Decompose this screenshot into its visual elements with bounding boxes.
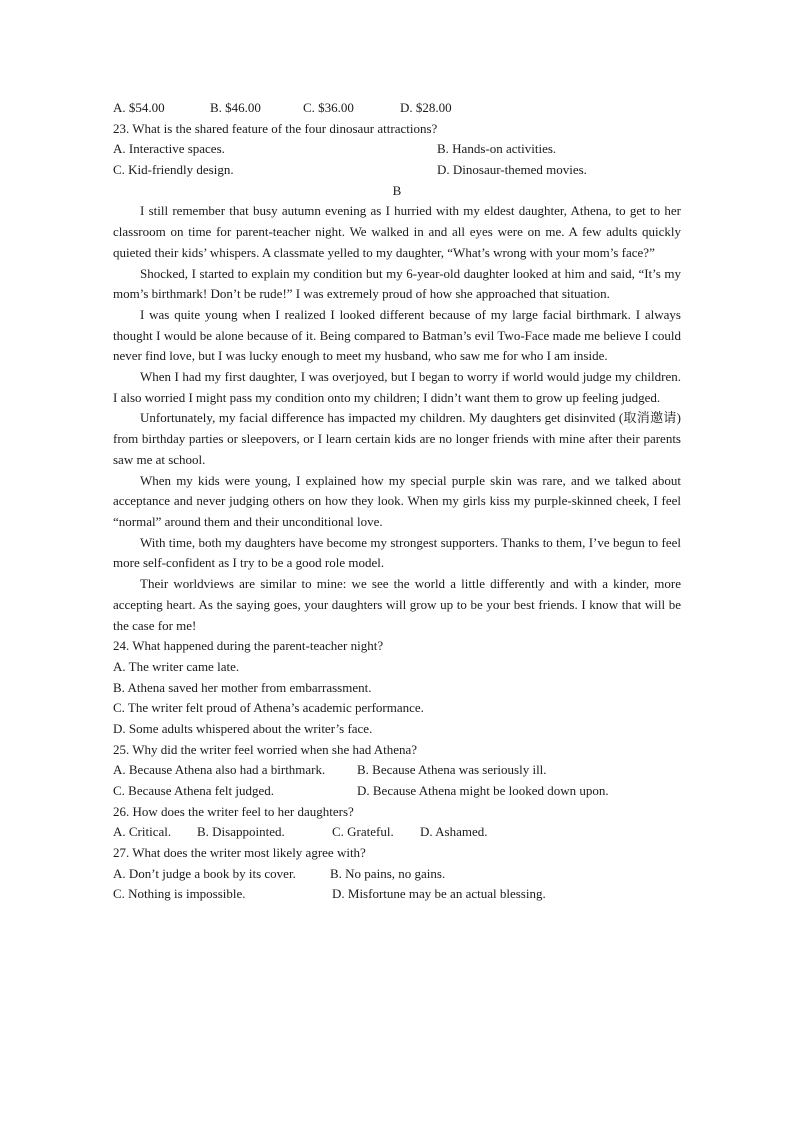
- q23-option-c: C. Kid-friendly design.: [113, 162, 234, 178]
- q23-options-row-1: [113, 139, 681, 160]
- q23-stem: 23. What is the shared feature of the four dinosaur attractions?: [113, 120, 438, 136]
- q27-option-a: A. Don’t judge a book by its cover.: [113, 865, 296, 881]
- q25-options-row-2: [113, 781, 681, 802]
- q24-option-b: B. Athena saved her mother from embarrassment.: [113, 679, 372, 695]
- q27-option-b: B. No pains, no gains.: [330, 865, 446, 881]
- section-label: B: [392, 182, 402, 198]
- q23-option-a: A. Interactive spaces.: [113, 141, 225, 157]
- passage-paragraph: With time, both my daughters have become my strongest supporters. Thanks to them, I’ve begun to feel more self-confident as I try to be a good role model.: [113, 534, 681, 571]
- q22-option-b: B. $46.00: [210, 100, 261, 115]
- exam-page: [113, 98, 681, 905]
- passage-paragraph: Unfortunately, my facial difference has impacted my children. My daughters get disinvited (取消邀请) from birthday parties or sleepovers, or I learn certain kids are no longer friends with mine after their parents saw me at school.: [113, 410, 681, 467]
- q26-option-b: B. Disappointed.: [197, 824, 285, 840]
- q26-option-c: C. Grateful.: [332, 824, 394, 840]
- q23-option-b: B. Hands-on activities.: [437, 141, 557, 157]
- q22-option-d: D. $28.00: [400, 100, 452, 115]
- passage-paragraph: I still remember that busy autumn evening as I hurried with my eldest daughter, Athena, to get to her classroom on time for parent-teacher night. We walked in and all eyes were on me. A few adults quickly quieted their kids’ whispers. A classmate yelled to my daughter, “What’s wrong with your mom’s face?”: [113, 203, 681, 260]
- q24-stem: 24. What happened during the parent-teacher night?: [113, 638, 384, 654]
- passage-paragraph: Shocked, I started to explain my condition but my 6-year-old daughter looked at him and said, “It’s my mom’s birthmark! Don’t be rude!” I was extremely proud of how she approached that situation.: [113, 265, 681, 302]
- q25-option-a: A. Because Athena also had a birthmark.: [113, 762, 326, 778]
- q25-option-b: B. Because Athena was seriously ill.: [357, 762, 547, 778]
- passage-paragraph: When I had my first daughter, I was overjoyed, but I began to worry if world would judge my children. I also worried I might pass my condition onto my children; I didn’t want them to grow up feeling judged.: [113, 369, 681, 405]
- q27-options-row-2: [113, 884, 681, 905]
- q27-stem: 27. What does the writer most likely agree with?: [113, 845, 366, 861]
- q23-option-d: D. Dinosaur-themed movies.: [437, 162, 587, 178]
- q24-option-d: D. Some adults whispered about the writer’s face.: [113, 720, 373, 736]
- q27-options-row-1: [113, 864, 681, 885]
- q26-options-row: [113, 822, 681, 843]
- q26-option-d: D. Ashamed.: [420, 824, 488, 840]
- q22-options-row: [113, 98, 681, 119]
- q25-option-d: D. Because Athena might be looked down upon.: [357, 783, 609, 799]
- passage-paragraph: I was quite young when I realized I looked different because of my large facial birthmark. I always thought I would be alone because of it. Being compared to Batman’s evil Two-Face made me believe I could never find love, but I was lucky enough to meet my husband, who saw me for who I am inside.: [113, 306, 681, 364]
- q22-option-a: A. $54.00: [113, 100, 165, 115]
- q27-option-d: D. Misfortune may be an actual blessing.: [332, 886, 546, 902]
- q23-options-row-2: [113, 160, 681, 181]
- q25-options-row-1: [113, 760, 681, 781]
- q27-option-c: C. Nothing is impossible.: [113, 886, 246, 902]
- q24-option-a: A. The writer came late.: [113, 658, 240, 674]
- q25-stem: 25. Why did the writer feel worried when she had Athena?: [113, 741, 418, 757]
- q25-option-c: C. Because Athena felt judged.: [113, 783, 275, 799]
- q24-option-c: C. The writer felt proud of Athena’s academic performance.: [113, 700, 424, 716]
- passage-paragraph: Their worldviews are similar to mine: we see the world a little differently and with a kinder, more accepting heart. As the saying goes, your daughters will grow up to be your best friends. I know that will be the case for me!: [113, 576, 681, 633]
- q26-option-a: A. Critical.: [113, 824, 172, 840]
- q26-stem: 26. How does the writer feel to her daughters?: [113, 803, 354, 819]
- q22-option-c: C. $36.00: [303, 100, 354, 115]
- passage-paragraph: When my kids were young, I explained how my special purple skin was rare, and we talked about acceptance and never judging others on how they look. When my girls kiss my purple-skinned cheek, I feel “normal” around them and their unconditional love.: [113, 472, 681, 529]
